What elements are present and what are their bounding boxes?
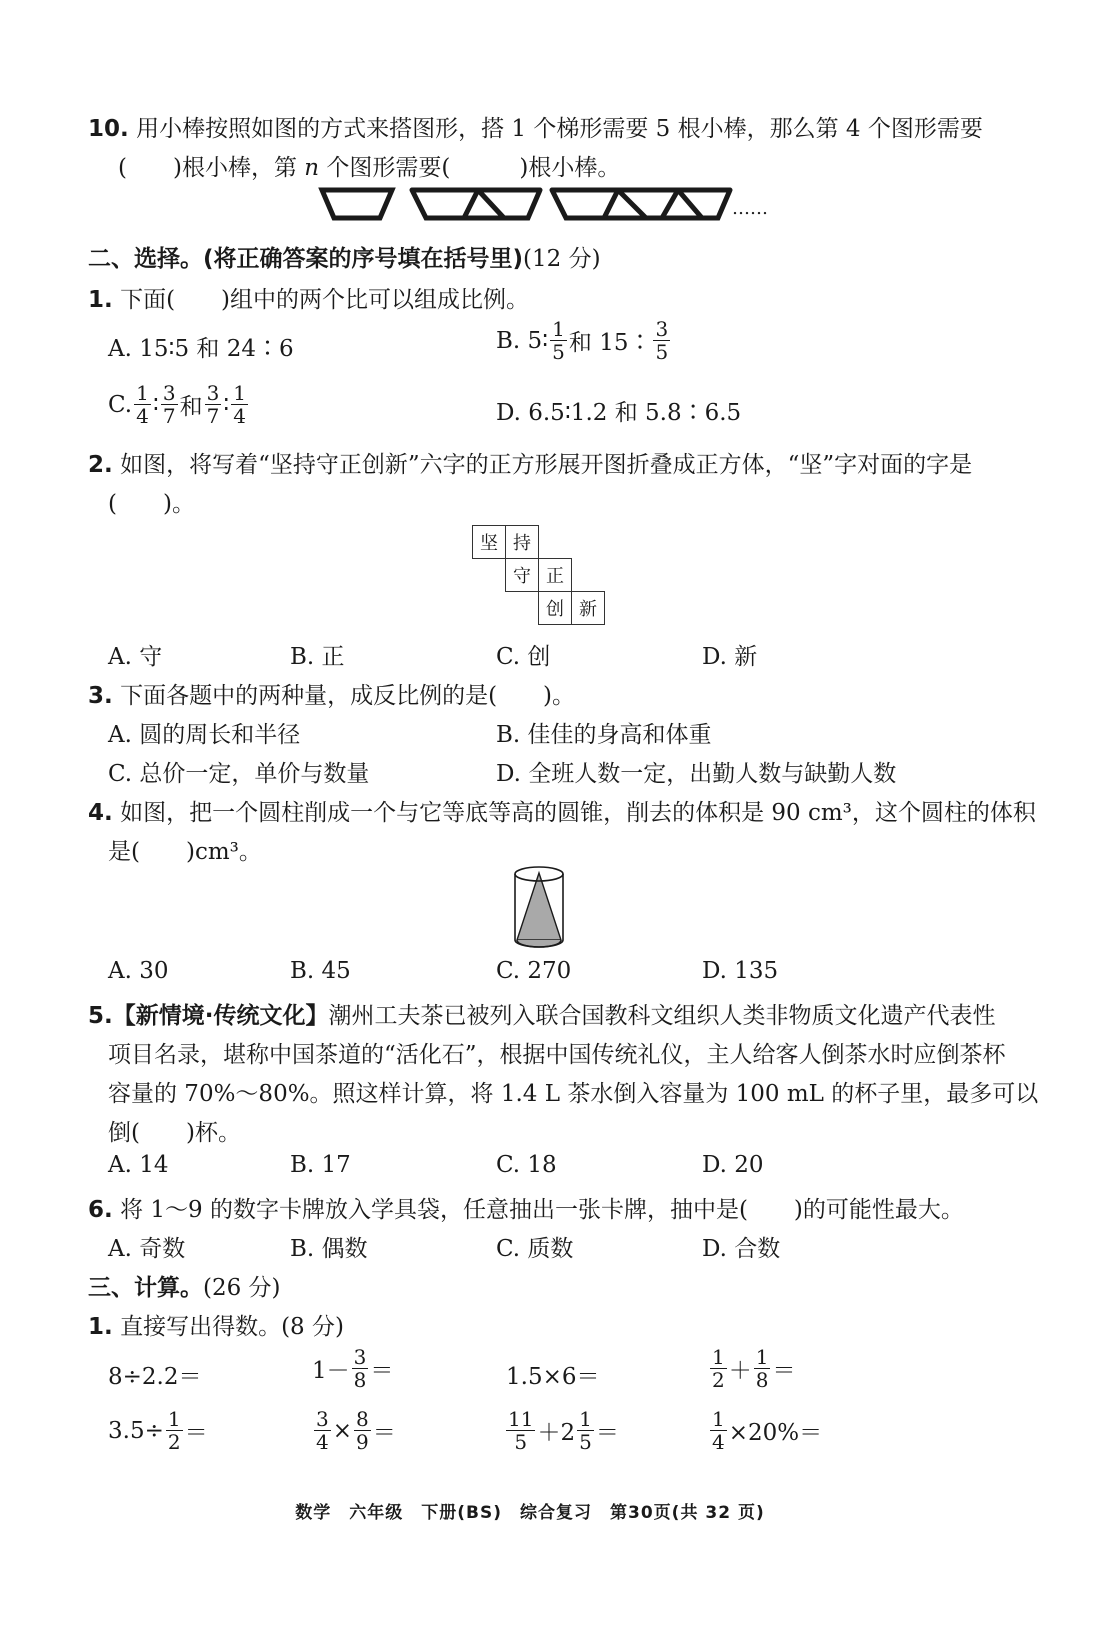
numerator: 3: [316, 1407, 329, 1431]
fraction: [134, 382, 151, 427]
fraction: [231, 382, 248, 427]
s2-q2-option-c: C. 创: [496, 644, 551, 670]
denominator: 4: [316, 1430, 329, 1454]
fraction: [161, 382, 178, 427]
s2-q4-option-c: C. 270: [496, 958, 572, 984]
numerator: 1: [167, 1407, 181, 1431]
numerator: 1: [755, 1345, 769, 1369]
s2-q4-number: 4.: [88, 800, 113, 826]
numerator: 1: [712, 1345, 725, 1369]
s2-q4-option-d: D. 135: [702, 958, 779, 984]
s2-q3-number: 3.: [88, 683, 113, 709]
s2-q3-stem: [88, 677, 575, 710]
expr-text: ×20%＝: [728, 1420, 823, 1446]
s2-q1-c-mid: 和: [179, 394, 203, 420]
s2-q3-option-a: A. 圆的周长和半径: [108, 722, 301, 748]
s2-q5-line3: 容量的 70%～80%。照这样计算，将 1.4 L 茶水倒入容量为 100 mL 的杯子里，最多可以: [108, 1081, 1039, 1107]
denominator: 8: [755, 1368, 769, 1392]
s3-q1-stem: [88, 1308, 344, 1341]
s2-q1-number: 1.: [88, 287, 113, 313]
section3-header: [88, 1269, 281, 1302]
section3-title: 三、计算。: [88, 1275, 203, 1301]
calc-expression: 8÷2.2＝: [108, 1364, 202, 1390]
net-cell: 正: [539, 559, 572, 592]
denominator: 5: [579, 1430, 592, 1454]
calc-expression: [312, 1346, 393, 1391]
expr-text: 3.5÷: [108, 1417, 164, 1444]
fraction: [506, 1408, 535, 1453]
section2-score: (12 分): [523, 246, 601, 272]
expr-text: ＝: [372, 1420, 396, 1446]
s2-q5-option-b: B. 17: [290, 1152, 351, 1178]
s2-q6-option-d: D. 合数: [702, 1236, 781, 1262]
cylinder-cone-figure: [512, 864, 566, 950]
s3-q1-text: 直接写出得数。(8 分): [120, 1314, 344, 1340]
expr-text: ＝: [370, 1358, 394, 1384]
net-cell: 创: [539, 592, 572, 625]
expr-text: ＋2: [537, 1420, 576, 1446]
expr-text: ＝: [184, 1420, 208, 1446]
expr-text: ＝: [595, 1420, 619, 1446]
expr-text: 1－: [312, 1358, 350, 1384]
s3-q1-number: 1.: [88, 1314, 113, 1340]
fraction: [205, 382, 222, 427]
cube-net: [472, 525, 605, 625]
s2-q2-stem-cont: ( )。: [108, 491, 195, 517]
s2-q1-option-b: [496, 318, 672, 363]
calc-expression: [504, 1408, 619, 1453]
section2-title: 二、选择。(将正确答案的序号填在括号里): [88, 246, 524, 272]
s2-q6-option-c: C. 质数: [496, 1236, 574, 1262]
q10-blank2-text: 个图形需要( )根小棒。: [326, 155, 621, 181]
numerator: 1: [136, 381, 149, 405]
s2-q5-number: 5.: [88, 1003, 113, 1029]
s2-q1-option-d: D. 6.5∶1.2 和 5.8∶6.5: [496, 400, 742, 426]
denominator: 5: [655, 340, 669, 364]
fraction: [653, 318, 670, 363]
calc-expression: 1.5×6＝: [506, 1364, 600, 1390]
s2-q1-c-label: C.: [108, 391, 133, 418]
figure-ellipsis: ……: [732, 198, 768, 219]
s2-q4-text: 如图，把一个圆柱削成一个与它等底等高的圆锥，削去的体积是 90 cm³，这个圆柱的体积: [120, 800, 1036, 826]
s2-q6-stem: [88, 1191, 964, 1224]
s2-q2-option-b: B. 正: [290, 644, 345, 670]
net-cell: 坚: [473, 526, 506, 559]
s2-q2-option-d: D. 新: [702, 644, 758, 670]
denominator: 9: [356, 1430, 369, 1454]
fraction: [166, 1408, 183, 1453]
denominator: 8: [353, 1368, 367, 1392]
q10-line1: [88, 110, 983, 143]
s2-q3-option-c: C. 总价一定，单价与数量: [108, 761, 370, 787]
denominator: 4: [233, 404, 247, 428]
s2-q1-stem: [88, 281, 529, 314]
expr-text: ＝: [772, 1358, 796, 1384]
s2-q3-option-d: D. 全班人数一定，出勤人数与缺勤人数: [496, 761, 897, 787]
denominator: 4: [136, 404, 149, 428]
s2-q4-stem: [88, 794, 1036, 827]
fraction: [754, 1346, 771, 1391]
expr-text: ＋: [728, 1358, 752, 1384]
net-cell: 守: [506, 559, 539, 592]
s2-q2-stem: [88, 446, 972, 479]
q10-variable: n: [304, 155, 320, 181]
s2-q2-text: 如图，将写着“坚持守正创新”六字的正方形展开图折叠成正方体，“坚”字对面的字是: [120, 452, 973, 478]
q10-number: 10.: [88, 116, 129, 142]
s2-q1-b-mid: 和 15∶: [568, 330, 652, 356]
s2-q1-text: 下面( )组中的两个比可以组成比例。: [120, 287, 530, 313]
s2-q5-option-c: C. 18: [496, 1152, 557, 1178]
numerator: 3: [353, 1345, 367, 1369]
net-cell: 持: [506, 526, 539, 559]
q10-line2: [118, 149, 620, 182]
fraction: [577, 1408, 594, 1453]
calc-expression: [108, 1408, 208, 1453]
s2-q5-option-d: D. 20: [702, 1152, 764, 1178]
net-cell: 新: [572, 592, 605, 625]
s2-q3-text: 下面各题中的两种量，成反比例的是( )。: [120, 683, 576, 709]
s2-q3-option-b: B. 佳佳的身高和体重: [496, 722, 712, 748]
denominator: 5: [552, 340, 565, 364]
denominator: 4: [712, 1430, 725, 1454]
fraction: [550, 318, 567, 363]
s2-q6-option-b: B. 偶数: [290, 1236, 368, 1262]
numerator: 1: [712, 1407, 725, 1431]
denominator: 5: [514, 1430, 528, 1454]
s2-q4-option-b: B. 45: [290, 958, 351, 984]
calc-expression: [708, 1408, 822, 1453]
s2-q5-text1: 潮州工夫茶已被列入联合国教科文组织人类非物质文化遗产代表性: [328, 1003, 996, 1029]
numerator: 1: [579, 1407, 592, 1431]
s2-q5-line2: 项目名录，堪称中国茶道的“活化石”，根据中国传统礼仪，主人给客人倒茶水时应倒茶杯: [108, 1042, 1006, 1068]
s2-q2-number: 2.: [88, 452, 113, 478]
fraction: [710, 1408, 727, 1453]
calc-expression: [312, 1408, 396, 1453]
s2-q1-option-a: A. 15∶5 和 24∶6: [108, 336, 294, 362]
fraction: [354, 1408, 371, 1453]
denominator: 2: [712, 1368, 725, 1392]
section2-header: [88, 240, 601, 273]
numerator: 3: [206, 381, 220, 405]
s2-q4-option-a: A. 30: [108, 958, 169, 984]
fraction: [352, 1346, 369, 1391]
s2-q6-text: 将 1～9 的数字卡牌放入学具袋，任意抽出一张卡牌，抽中是( )的可能性最大。: [120, 1197, 964, 1223]
numerator: 1: [233, 381, 247, 405]
numerator: 3: [655, 317, 669, 341]
expr-text: ×: [332, 1417, 353, 1444]
context-tag: 【新情境·传统文化】: [112, 1003, 329, 1029]
fraction: [314, 1408, 331, 1453]
denominator: 7: [162, 404, 176, 428]
ratio-colon: ∶: [223, 391, 230, 418]
q10-blank1-text: ( )根小棒，第: [118, 155, 297, 181]
page-footer: 数学 六年级 下册(BS) 综合复习 第30页(共 32 页): [295, 1503, 765, 1523]
denominator: 2: [167, 1430, 181, 1454]
s2-q1-b-text: B. 5∶: [496, 327, 549, 354]
calc-expression: [708, 1346, 795, 1391]
trapezoid-stick-figure: [318, 184, 738, 226]
s2-q5-line1: [88, 997, 996, 1030]
ratio-colon: ∶: [152, 391, 159, 418]
s2-q5-line4: 倒( )杯。: [108, 1120, 241, 1146]
fraction: [710, 1346, 727, 1391]
q10-stem: 用小棒按照如图的方式来搭图形，搭 1 个梯形需要 5 根小棒，那么第 4 个图形需要: [136, 116, 983, 142]
numerator: 1: [552, 317, 565, 341]
s2-q5-option-a: A. 14: [108, 1152, 169, 1178]
numerator: 8: [356, 1407, 369, 1431]
s2-q1-option-c: [108, 382, 250, 427]
numerator: 11: [508, 1407, 534, 1431]
s2-q6-option-a: A. 奇数: [108, 1236, 186, 1262]
s2-q2-option-a: A. 守: [108, 644, 163, 670]
section3-score: (26 分): [203, 1275, 281, 1301]
s2-q4-stem-cont: 是( )cm³。: [108, 839, 262, 865]
denominator: 7: [206, 404, 220, 428]
s2-q6-number: 6.: [88, 1197, 113, 1223]
numerator: 3: [162, 381, 176, 405]
